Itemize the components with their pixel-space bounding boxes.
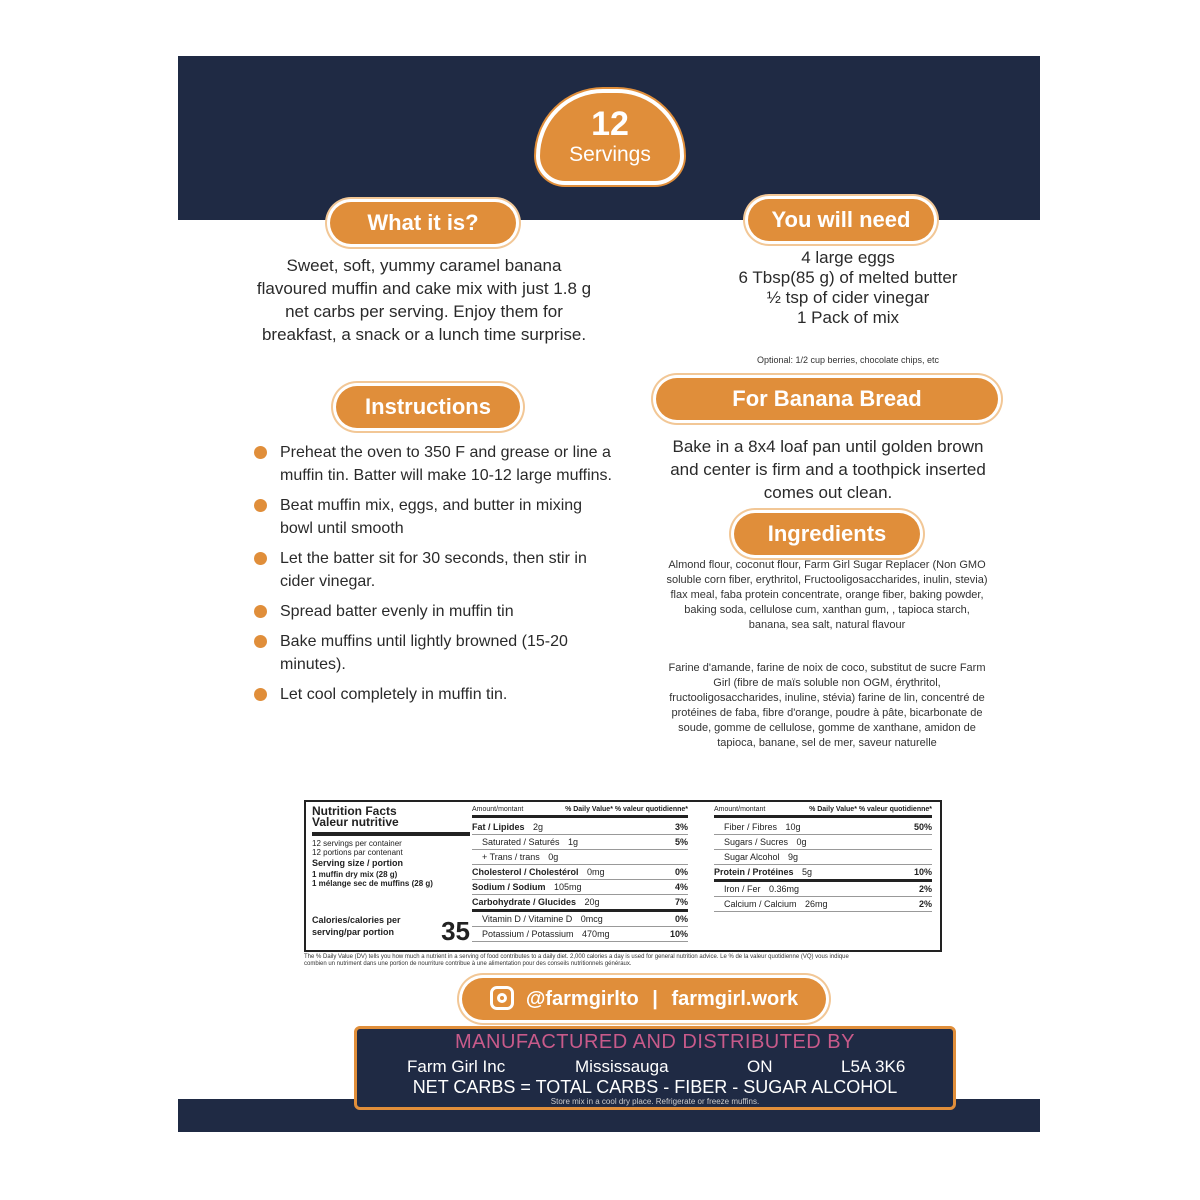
nutrient-name: Sugars / Sucres 0g <box>724 837 807 847</box>
nutrient-row <box>472 835 688 850</box>
company-province: ON <box>747 1057 773 1076</box>
nutrient-name: Fat / Lipides 2g <box>472 822 544 832</box>
nutrition-title-fr: Valeur nutritive <box>312 815 399 829</box>
nutrient-amount: 0g <box>545 852 559 862</box>
nutrient-name: Potassium / Potassium 470mg <box>482 929 610 939</box>
bullet-dot-icon <box>254 552 267 565</box>
nutrient-percent: 10% <box>669 929 688 939</box>
bullet-dot-icon <box>254 688 267 701</box>
nutrient-row <box>714 820 932 835</box>
nutrient-percent: 50% <box>913 822 932 832</box>
nutrient-row <box>714 882 932 897</box>
nutrient-name: + Trans / trans 0g <box>482 852 559 862</box>
instruction-step: Beat muffin mix, eggs, and butter in mixing bowl until smooth <box>254 494 614 540</box>
nutrient-amount: 105mg <box>551 882 582 892</box>
ingredients-heading: Ingredients <box>734 513 920 555</box>
nutrition-facts-table <box>304 800 942 952</box>
manufacturer-heading: MANUFACTURED AND DISTRIBUTED BY <box>455 1031 855 1053</box>
nutrient-name: Cholesterol / Cholestérol 0mg <box>472 867 605 877</box>
website-link: farmgirl.work <box>671 988 799 1010</box>
you-will-need-heading: You will need <box>748 199 934 241</box>
nutrient-name: Fiber / Fibres 10g <box>724 822 801 832</box>
nutrient-percent: 10% <box>913 867 932 877</box>
banana-bread-text: Bake in a 8x4 loaf pan until golden brown and center is firm and a toothpick inserted comes out clean. <box>670 437 986 502</box>
nutrient-percent: 0% <box>674 914 688 924</box>
nutrient-amount: 0g <box>794 837 807 847</box>
nutrient-row <box>472 880 688 895</box>
nutrient-amount: 5g <box>799 867 813 877</box>
social-separator: | <box>652 988 658 1010</box>
banana-bread-heading: For Banana Bread <box>656 378 998 420</box>
nutrient-row <box>472 865 688 880</box>
company-name: Farm Girl Inc <box>407 1057 506 1076</box>
nutrient-row <box>472 912 688 927</box>
serving-size-label: Serving size / portion <box>312 858 404 868</box>
nutrient-amount: 10g <box>783 822 801 832</box>
nutrient-percent: 0% <box>674 867 688 877</box>
nutrient-percent: 5% <box>674 837 688 847</box>
optional-note: Optional: 1/2 cup berries, chocolate chips, etc <box>756 355 940 365</box>
nutrient-percent: 4% <box>674 882 688 892</box>
ingredients-french: Farine d'amande, farine de noix de coco, substitut de sucre Farm Girl (fibre de maïs soluble non OGM, érythritol, fructooligosaccharides, inuline, stévia) farine de lin, concentré de protéines de faba, fibre d'orange, poudre à pâte, bicarbonate de soude, gomme de cellulose, gomme de xanthane, amidon de tapioca, banane, sel de mer, saveur naturelle <box>668 662 986 749</box>
bullet-dot-icon <box>254 499 267 512</box>
company-city: Mississauga <box>575 1057 669 1076</box>
nutrient-row <box>472 850 688 865</box>
nutrient-amount: 26mg <box>802 899 828 909</box>
nutrient-name: Sugar Alcohol 9g <box>724 852 799 862</box>
calories-label: Calories/calories per serving/par portion <box>312 915 401 937</box>
instruction-step: Preheat the oven to 350 F and grease or line a muffin tin. Batter will make 10-12 large muffins. <box>254 441 614 487</box>
manufacturer-box <box>354 1026 956 1110</box>
calories-row <box>312 914 470 946</box>
nutrient-percent: 2% <box>918 884 932 894</box>
nutrient-row <box>472 820 688 835</box>
company-postal: L5A 3K6 <box>841 1057 906 1076</box>
serving-size-en: 1 muffin dry mix (28 g) <box>312 870 398 879</box>
nutrient-row <box>714 835 932 850</box>
nutrient-percent: 3% <box>674 822 688 832</box>
nutrient-amount: 0.36mg <box>766 884 800 894</box>
servings-per-container: 12 servings per container <box>312 839 402 848</box>
nutrient-amount: 1g <box>565 837 579 847</box>
instructions-list <box>254 441 614 713</box>
social-pill <box>462 978 826 1020</box>
nutrient-name: Iron / Fer 0.36mg <box>724 884 800 894</box>
nutrient-row <box>714 850 932 865</box>
nutrition-title-en: Nutrition Facts <box>312 804 397 818</box>
bullet-dot-icon <box>254 635 267 648</box>
you-will-need-list <box>698 248 998 328</box>
need-item: 1 Pack of mix <box>796 308 900 327</box>
nutrient-name: Protein / Protéines 5g <box>714 867 813 877</box>
nutrient-amount: 20g <box>582 897 600 907</box>
nutrient-column-a: Amount/montant % Daily Value* % valeur quotidienne* Fat / Lipides 2g 3% Saturated / Saturés 1g 5% + Trans / trans 0g Cholesterol / Cholestérol 0mg 0% Sodium / Sodium 105mg 4% Carbohydrate / Glucides 20g 7% Vitamin D / Vitamine D 0mcg 0% Potassium / Potassium 470mg 10% <box>472 806 688 942</box>
nutrient-name: Calcium / Calcium 26mg <box>724 899 828 909</box>
what-it-is-text: Sweet, soft, yummy caramel banana flavoured muffin and cake mix with just 1.8 g net carbs per serving. Enjoy them for breakfast, a snack or a lunch time surprise. <box>256 256 592 344</box>
nutrient-amount: 0mg <box>584 867 605 877</box>
instructions-heading: Instructions <box>336 386 520 428</box>
servings-per-container-fr: 12 portions par contenant <box>312 848 403 857</box>
nutrient-row <box>714 865 932 882</box>
nutrition-footnote: The % Daily Value (DV) tells you how much a nutrient in a serving of food contributes to a daily diet. 2,000 calories a day is used for general nutrition advice. Le % de la valeur quotidienne (VQ) vous indique combien un nutriment dans une portion de nourriture contribue à une alimentation pour des conseils nutritionnels généraux. <box>304 954 849 967</box>
nutrient-amount: 470mg <box>579 929 610 939</box>
storage-note: Store mix in a cool dry place. Refrigerate or freeze muffins. <box>550 1097 760 1106</box>
instagram-handle: @farmgirlto <box>525 988 639 1010</box>
instruction-step: Spread batter evenly in muffin tin <box>254 600 614 623</box>
package-back-panel <box>178 56 1040 1132</box>
nutrient-amount: 9g <box>785 852 799 862</box>
bullet-dot-icon <box>254 446 267 459</box>
nutrient-name: Vitamin D / Vitamine D 0mcg <box>482 914 603 924</box>
nutrient-name: Sodium / Sodium 105mg <box>472 882 582 892</box>
nutrient-percent: 2% <box>918 899 932 909</box>
nutrient-row <box>472 927 688 942</box>
nutrient-name: Carbohydrate / Glucides 20g <box>472 897 600 907</box>
bullet-dot-icon <box>254 605 267 618</box>
net-carbs-formula: NET CARBS = TOTAL CARBS - FIBER - SUGAR ALCOHOL <box>412 1077 898 1097</box>
calories-value: 35 <box>441 916 470 946</box>
need-item: 4 large eggs <box>801 248 895 267</box>
instruction-step: Let cool completely in muffin tin. <box>254 683 614 706</box>
need-item: ½ tsp of cider vinegar <box>766 288 930 307</box>
nutrient-row <box>714 897 932 912</box>
nutrient-name: Saturated / Saturés 1g <box>482 837 579 847</box>
nutrient-amount: 2g <box>530 822 544 832</box>
need-item: 6 Tbsp(85 g) of melted butter <box>738 268 958 287</box>
ingredients-english: Almond flour, coconut flour, Farm Girl Sugar Replacer (Non GMO soluble corn fiber, erythritol, Fructooligosaccharides, inulin, stevia) flax meal, faba protein concentrate, orange fiber, baking powder, baking soda, cellulose cum, xanthan gum, , tapioca starch, banana, sea salt, natural flavour <box>666 559 988 631</box>
what-it-is-heading: What it is? <box>330 202 516 244</box>
nutrient-row <box>472 895 688 912</box>
instruction-step: Bake muffins until lightly browned (15-20 minutes). <box>254 630 614 676</box>
nutrition-header-column <box>312 806 470 888</box>
serving-size-fr: 1 mélange sec de muffins (28 g) <box>312 879 433 888</box>
instruction-step: Let the batter sit for 30 seconds, then stir in cider vinegar. <box>254 547 614 593</box>
nutrient-amount: 0mcg <box>578 914 603 924</box>
instagram-icon <box>490 986 514 1010</box>
servings-label: Servings <box>569 143 651 166</box>
nutrient-column-b: Amount/montant % Daily Value* % valeur quotidienne* Fiber / Fibres 10g 50% Sugars / Sucres 0g Sugar Alcohol 9g Protein / Protéines 5g 10% Iron / Fer 0.36mg 2% Calcium / Calcium 26mg 2% <box>714 806 932 912</box>
servings-number: 12 <box>591 105 629 143</box>
nutrient-percent: 7% <box>674 897 688 907</box>
